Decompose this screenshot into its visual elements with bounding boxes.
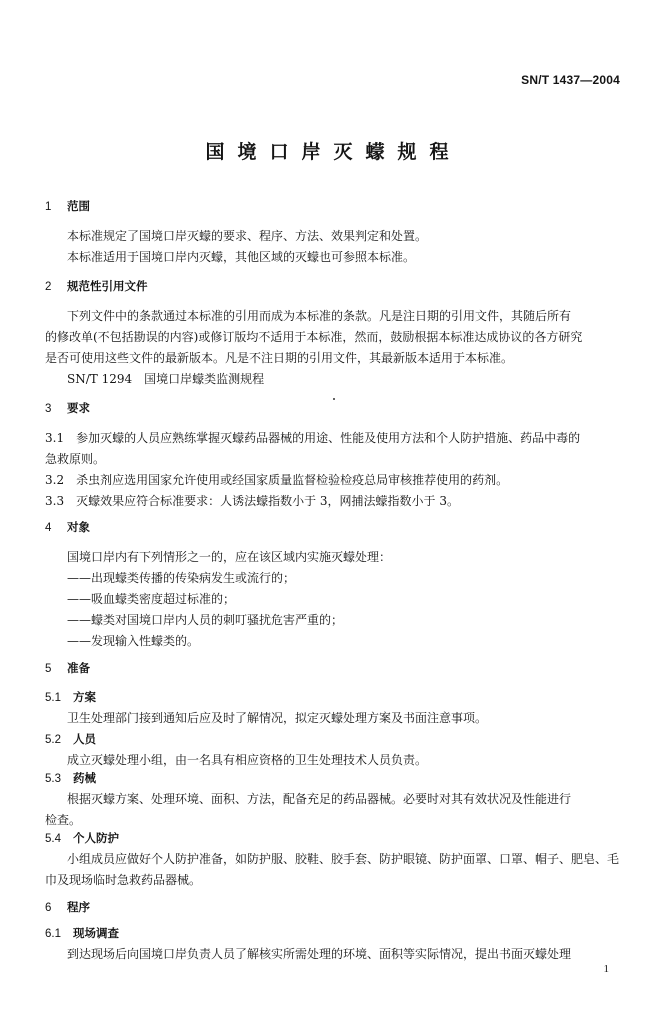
section-number: 6 (45, 902, 52, 914)
paragraph-line-s53a: 根据灭蠓方案、处理环境、面积、方法，配备充足的药品器械。必要时对其有效状况及性能进行 (67, 792, 572, 806)
paragraph-line-s4p4: ——蠓类对国境口岸内人员的刺叮骚扰危害严重的； (67, 613, 344, 627)
section-number: 2 (45, 281, 52, 293)
section-title: 要求 (67, 401, 90, 415)
section-title: 现场调查 (73, 926, 119, 940)
paragraph-line-s4p2: ——出现蠓类传播的传染病发生或流行的； (67, 571, 296, 585)
section-heading-s54 (45, 830, 119, 847)
section-heading-s6 (45, 899, 90, 916)
section-number: 5.2 (45, 734, 61, 746)
paragraph-line-s1p1: 本标准规定了国境口岸灭蠓的要求、程序、方法、效果判定和处置。 (67, 229, 428, 243)
paragraph-line-s31b: 急救原则。 (45, 452, 106, 466)
paragraph-line-s2p4: SN/T 1294 国境口岸蠓类监测规程 (67, 372, 265, 386)
document-title: 国境口岸灭蠓规程 (205, 141, 462, 163)
paragraph-line-s1p2: 本标准适用于国境口岸内灭蠓，其他区域的灭蠓也可参照本标准。 (67, 250, 416, 264)
paragraph-line-s33: 3.3 灭蠓效果应符合标准要求：人诱法蠓指数小于 3，网捕法蠓指数小于 3。 (45, 494, 459, 508)
section-heading-s61 (45, 925, 119, 942)
paragraph-line-s52p: 成立灭蠓处理小组，由一名具有相应资格的卫生处理技术人员负责。 (67, 753, 428, 767)
paragraph-line-s32: 3.2 杀虫剂应选用国家允许使用或经国家质量监督检验检疫总局审核推荐使用的药剂。 (45, 473, 509, 487)
section-heading-s1 (45, 198, 90, 215)
section-title: 范围 (67, 199, 90, 213)
paragraph-line-s51p: 卫生处理部门接到通知后应及时了解情况，拟定灭蠓处理方案及书面注意事项。 (67, 711, 488, 725)
section-title: 人员 (73, 732, 96, 746)
section-title: 方案 (73, 690, 96, 704)
paragraph-line-s54a: 小组成员应做好个人防护准备，如防护服、胶鞋、胶手套、防护眼镜、防护面罩、口罩、帽子、肥皂、毛 (67, 852, 620, 866)
paragraph-line-s61a: 到达现场后向国境口岸负责人员了解核实所需处理的环境、面积等实际情况，提出书面灭蠓处理 (67, 947, 572, 961)
standard-code: SN/T 1437—2004 (521, 73, 620, 87)
section-title: 规范性引用文件 (67, 279, 148, 293)
section-title: 程序 (67, 900, 90, 914)
section-number: 3 (45, 403, 52, 415)
section-number: 5.3 (45, 773, 61, 785)
section-title: 对象 (67, 520, 90, 534)
paragraph-line-s2p1: 下列文件中的条款通过本标准的引用而成为本标准的条款。凡是注日期的引用文件，其随后所有 (67, 309, 572, 323)
section-title: 准备 (67, 661, 90, 675)
paragraph-line-s54b: 巾及现场临时急救药品器械。 (45, 873, 202, 887)
section-heading-s3 (45, 400, 90, 417)
section-number: 1 (45, 201, 52, 213)
section-heading-s51 (45, 689, 96, 706)
section-number: 5 (45, 663, 52, 675)
paragraph-line-s53b: 检查。 (45, 813, 82, 827)
paragraph-line-s31a: 3.1 参加灭蠓的人员应熟练掌握灭蠓药品器械的用途、性能及使用方法和个人防护措施、药品中毒的 (45, 431, 581, 445)
section-heading-s53 (45, 770, 96, 787)
section-number: 6.1 (45, 928, 61, 940)
section-heading-s2 (45, 278, 148, 295)
paragraph-line-s2p2: 的修改单(不包括勘误的内容)或修订版均不适用于本标准，然而，鼓励根据本标准达成协议的各方研究 (45, 330, 583, 344)
paragraph-line-s2p3: 是否可使用这些文件的最新版本。凡是不注日期的引用文件，其最新版本适用于本标准。 (45, 351, 514, 365)
section-title: 药械 (73, 771, 96, 785)
section-number: 5.1 (45, 692, 61, 704)
paragraph-line-s4p3: ——吸血蠓类密度超过标准的； (67, 592, 236, 606)
page-number: 1 (603, 963, 609, 975)
section-title: 个人防护 (73, 831, 119, 845)
section-number: 5.4 (45, 833, 61, 845)
section-number: 4 (45, 522, 52, 534)
paragraph-line-s4p5: ——发现输入性蠓类的。 (67, 634, 200, 648)
section-heading-s4 (45, 519, 90, 536)
paragraph-line-s4p1: 国境口岸内有下列情形之一的，应在该区域内实施灭蠓处理： (67, 550, 392, 564)
section-heading-s5 (45, 660, 90, 677)
scan-dot (333, 398, 335, 400)
section-heading-s52 (45, 731, 96, 748)
